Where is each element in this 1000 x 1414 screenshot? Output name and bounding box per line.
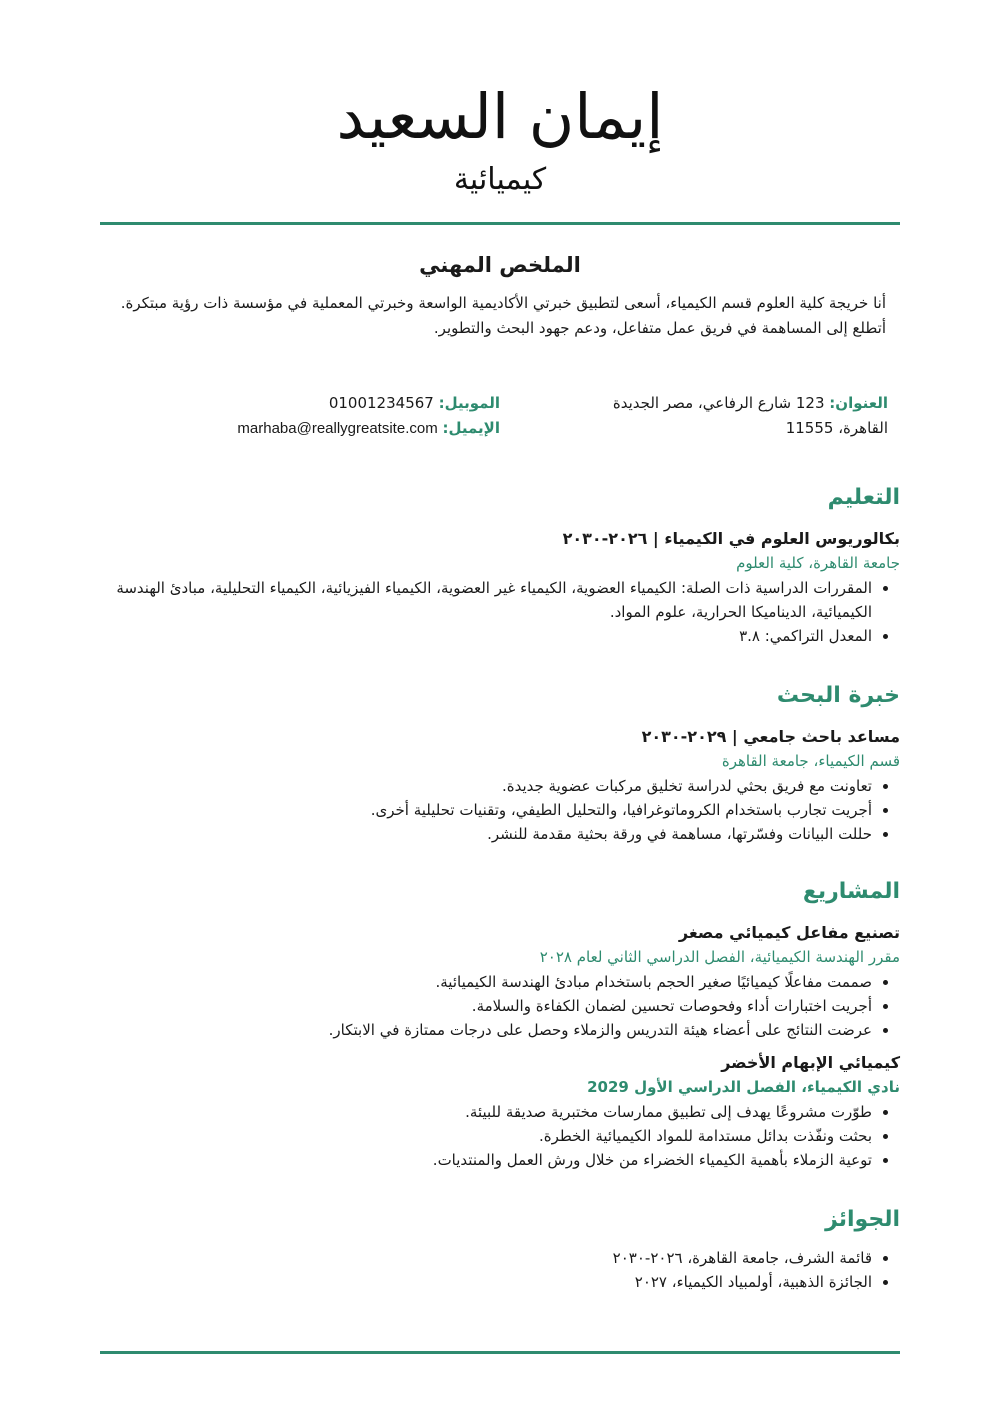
list-item: • عرضت النتائج على أعضاء هيئة التدريس والزملاء وحصل على درجات ممتازة في الابتكار. xyxy=(100,1018,872,1042)
education-school: جامعة القاهرة، كلية العلوم xyxy=(736,554,900,572)
project-subtitle: نادي الكيمياء، الفصل الدراسي الأول 2029 xyxy=(587,1078,900,1096)
education-degree: بكالوريوس العلوم في الكيمياء | ٢٠٢٦-٢٠٣٠ xyxy=(562,529,900,548)
research-bullets xyxy=(100,774,900,846)
awards-bullets xyxy=(100,1246,900,1294)
mobile-label: الموبيل: xyxy=(438,394,500,412)
list-item: • بحثت ونفّذت بدائل مستدامة للمواد الكيميائية الخطرة. xyxy=(100,1124,872,1148)
email-address[interactable]: marhaba@reallygreatsite.com xyxy=(237,420,438,437)
projects-section xyxy=(100,876,900,1172)
address-label: العنوان: xyxy=(829,394,888,412)
mobile-number: 01001234567 xyxy=(328,394,434,412)
education-heading: التعليم xyxy=(827,485,900,510)
summary-text: أنا خريجة كلية العلوم قسم الكيمياء، أسعى لتطبيق خبرتي الأكاديمية الواسعة وخبرتي المعملية في مؤسسة ذات رؤية مبتكرة. أتطلع إلى المساهمة في فريق عمل متفاعل، ودعم جهود البحث والتطوير. xyxy=(120,294,886,337)
candidate-title: كيميائية xyxy=(453,162,547,197)
summary-heading: الملخص المهني xyxy=(419,253,581,277)
list-item: • حللت البيانات وفسّرتها، مساهمة في ورقة بحثية مقدمة للنشر. xyxy=(100,822,872,846)
list-item: • طوّرت مشروعًا يهدف إلى تطبيق ممارسات مختبرية صديقة للبيئة. xyxy=(100,1100,872,1124)
project-subtitle: مقرر الهندسة الكيميائية، الفصل الدراسي الثاني لعام ٢٠٢٨ xyxy=(539,948,900,966)
project-title: تصنيع مفاعل كيميائي مصغر xyxy=(678,923,900,942)
research-title: مساعد باحث جامعي | ٢٠٢٩-٢٠٣٠ xyxy=(641,727,900,746)
research-org: قسم الكيمياء، جامعة القاهرة xyxy=(721,752,900,770)
list-item: • المعدل التراكمي: ٣.٨ xyxy=(100,624,872,648)
list-item: • أجريت تجارب باستخدام الكروماتوغرافيا، والتحليل الطيفي، وتقنيات تحليلية أخرى. xyxy=(100,798,872,822)
list-item: • المقررات الدراسية ذات الصلة: الكيمياء العضوية، الكيمياء غير العضوية، الكيمياء الفيزيائية، الكيمياء التحليلية، مبادئ الهندسة الكيميائية، الديناميكا الحرارية، علوم المواد. xyxy=(100,576,872,624)
contact-address-column xyxy=(588,391,888,441)
research-heading: خبرة البحث xyxy=(776,683,900,708)
list-item: • صممت مفاعلًا كيميائيًا صغير الحجم باستخدام مبادئ الهندسة الكيميائية. xyxy=(100,970,872,994)
top-divider xyxy=(100,222,900,225)
awards-heading: الجوائز xyxy=(825,1207,900,1232)
list-item: • تعاونت مع فريق بحثي لدراسة تخليق مركبات عضوية جديدة. xyxy=(100,774,872,798)
resume-header xyxy=(100,0,900,200)
contact-block xyxy=(100,391,900,441)
project-entry-1 xyxy=(100,920,900,1042)
education-bullets xyxy=(100,576,900,648)
email-label: الإيميل: xyxy=(442,419,500,437)
list-item: • أجريت اختبارات أداء وفحوصات تحسين لضمان الكفاءة والسلامة. xyxy=(100,994,872,1018)
bottom-divider xyxy=(100,1351,900,1354)
research-section xyxy=(100,680,900,846)
projects-heading: المشاريع xyxy=(802,879,900,904)
list-item: • الجائزة الذهبية، أولمبياد الكيمياء، ٢٠٢٧ xyxy=(100,1270,872,1294)
awards-section xyxy=(100,1204,900,1294)
list-item: • قائمة الشرف، جامعة القاهرة، ٢٠٢٦-٢٠٣٠ xyxy=(100,1246,872,1270)
project-title: كيميائي الإبهام الأخضر xyxy=(721,1053,900,1072)
address-line-2: القاهرة، 11555 xyxy=(785,419,888,437)
project-entry-2 xyxy=(100,1050,900,1172)
summary-section xyxy=(100,251,900,341)
contact-phone-email-column xyxy=(220,391,500,441)
address-line-1: 123 شارع الرفاعي، مصر الجديدة xyxy=(612,394,825,412)
candidate-name: إيمان السعيد xyxy=(336,80,664,153)
education-section xyxy=(100,482,900,648)
list-item: • توعية الزملاء بأهمية الكيمياء الخضراء من خلال ورش العمل والمنتديات. xyxy=(100,1148,872,1172)
project-bullets xyxy=(100,970,900,1042)
resume-page xyxy=(100,0,900,1414)
project-bullets xyxy=(100,1100,900,1172)
